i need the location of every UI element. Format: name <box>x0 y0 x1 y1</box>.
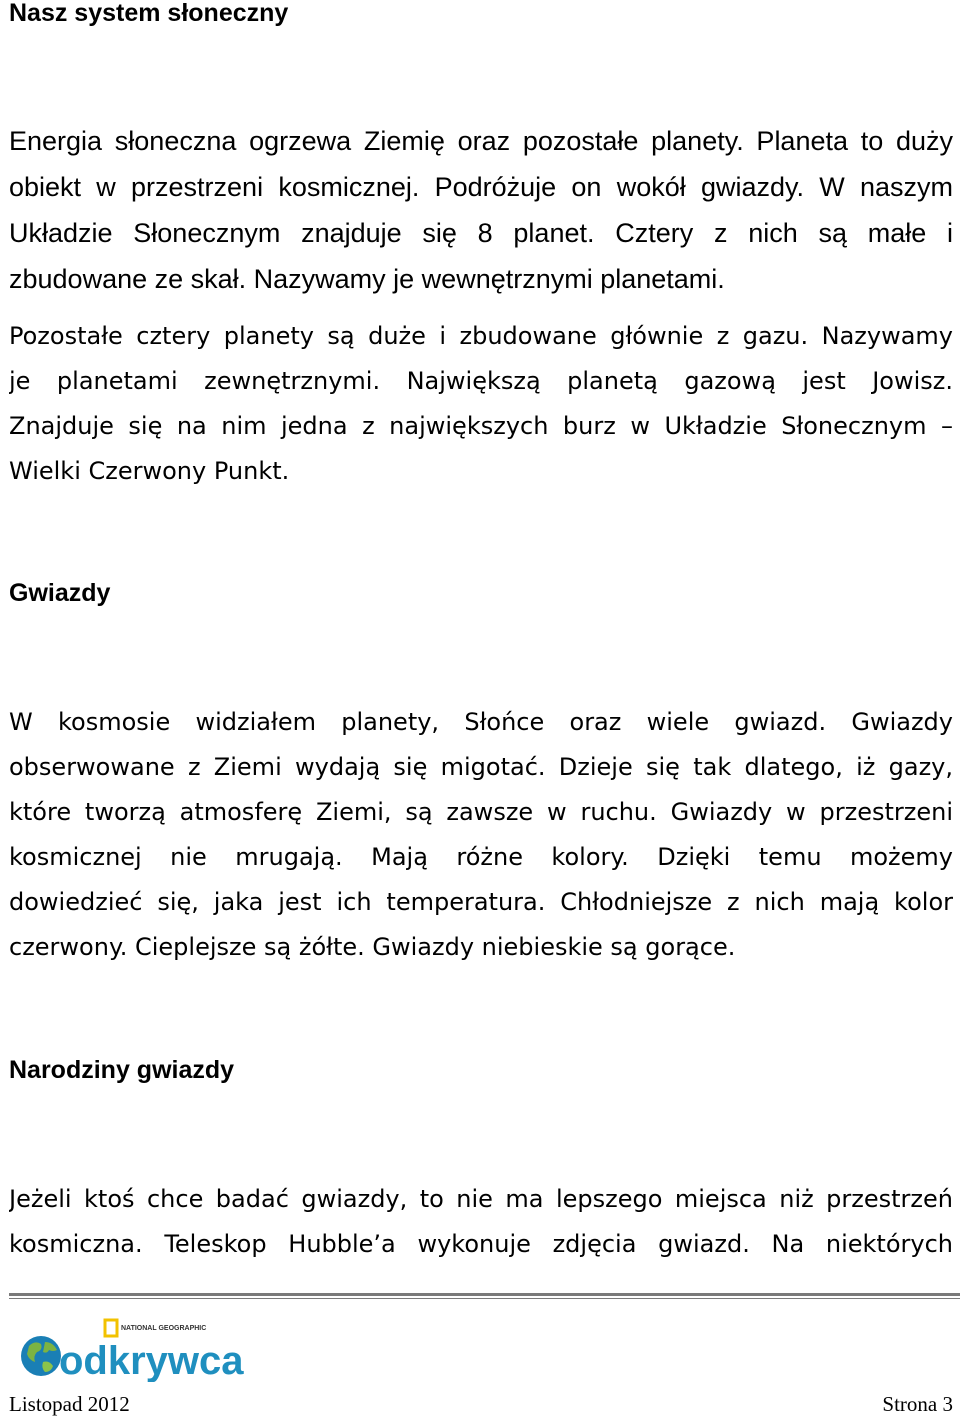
paragraph-stars <box>9 700 953 970</box>
footer-date: Listopad 2012 <box>9 1392 130 1416</box>
document-page <box>9 0 953 1420</box>
paragraph-line: zbudowane ze skał. Nazywamy je wewnętrznymi planetami. <box>9 264 725 294</box>
brand-wordmark: odkrywca <box>59 1339 244 1382</box>
paragraph-line: dowiedzieć się, jaka jest ich temperatura. Chłodniejsze z nich mają kolor <box>9 888 953 916</box>
paragraph-line: Wielki Czerwony Punkt. <box>9 457 290 485</box>
national-geographic-badge-icon <box>105 1320 206 1336</box>
page-title: Nasz system słoneczny <box>9 0 289 27</box>
section-heading-stars: Gwiazdy <box>9 579 111 607</box>
paragraph-line: Znajduje się na nim jedna z największych burz w Układzie Słonecznym – <box>9 412 953 440</box>
paragraph-line: kosmicznej nie mrugają. Mają różne kolory. Dzięki temu możemy <box>9 843 953 871</box>
paragraph-line: Jeżeli ktoś chce badać gwiazdy, to nie ma lepszego miejsca niż przestrzeń <box>9 1185 953 1213</box>
paragraph-line: czerwony. Cieplejsze są żółte. Gwiazdy niebieskie są gorące. <box>9 933 736 961</box>
paragraph-solar-system <box>9 118 953 302</box>
paragraph-line: obiekt w przestrzeni kosmicznej. Podróżuje on wokół gwiazdy. W naszym <box>9 172 953 202</box>
footer-divider-thin <box>9 1298 960 1299</box>
footer-divider <box>9 1293 960 1296</box>
paragraph-line: Energia słoneczna ogrzewa Ziemię oraz pozostałe planety. Planeta to duży <box>9 126 953 156</box>
paragraph-line: W kosmosie widziałem planety, Słońce oraz wiele gwiazd. Gwiazdy <box>9 708 953 736</box>
odkrywca-logo <box>19 1318 249 1382</box>
paragraph-star-birth <box>9 1177 953 1267</box>
globe-icon <box>21 1336 61 1376</box>
paragraph-line: Układzie Słonecznym znajduje się 8 planet. Cztery z nich są małe i <box>9 218 953 248</box>
section-heading-star-birth: Narodziny gwiazdy <box>9 1056 235 1084</box>
paragraph-line: które tworzą atmosferę Ziemi, są zawsze w ruchu. Gwiazdy w przestrzeni <box>9 798 953 826</box>
footer-page-number: Strona 3 <box>882 1392 953 1416</box>
paragraph-line: Pozostałe cztery planety są duże i zbudowane głównie z gazu. Nazywamy <box>9 322 953 350</box>
svg-text:NATIONAL GEOGRAPHIC: NATIONAL GEOGRAPHIC <box>121 1325 207 1332</box>
paragraph-line: kosmiczna. Teleskop Hubble’a wykonuje zdjęcia gwiazd. Na niektórych <box>9 1230 953 1258</box>
paragraph-outer-planets <box>9 314 953 494</box>
paragraph-line: obserwowane z Ziemi wydają się migotać. Dzieje się tak dlatego, iż gazy, <box>9 753 953 781</box>
paragraph-line: je planetami zewnętrznymi. Największą planetą gazową jest Jowisz. <box>9 367 953 395</box>
